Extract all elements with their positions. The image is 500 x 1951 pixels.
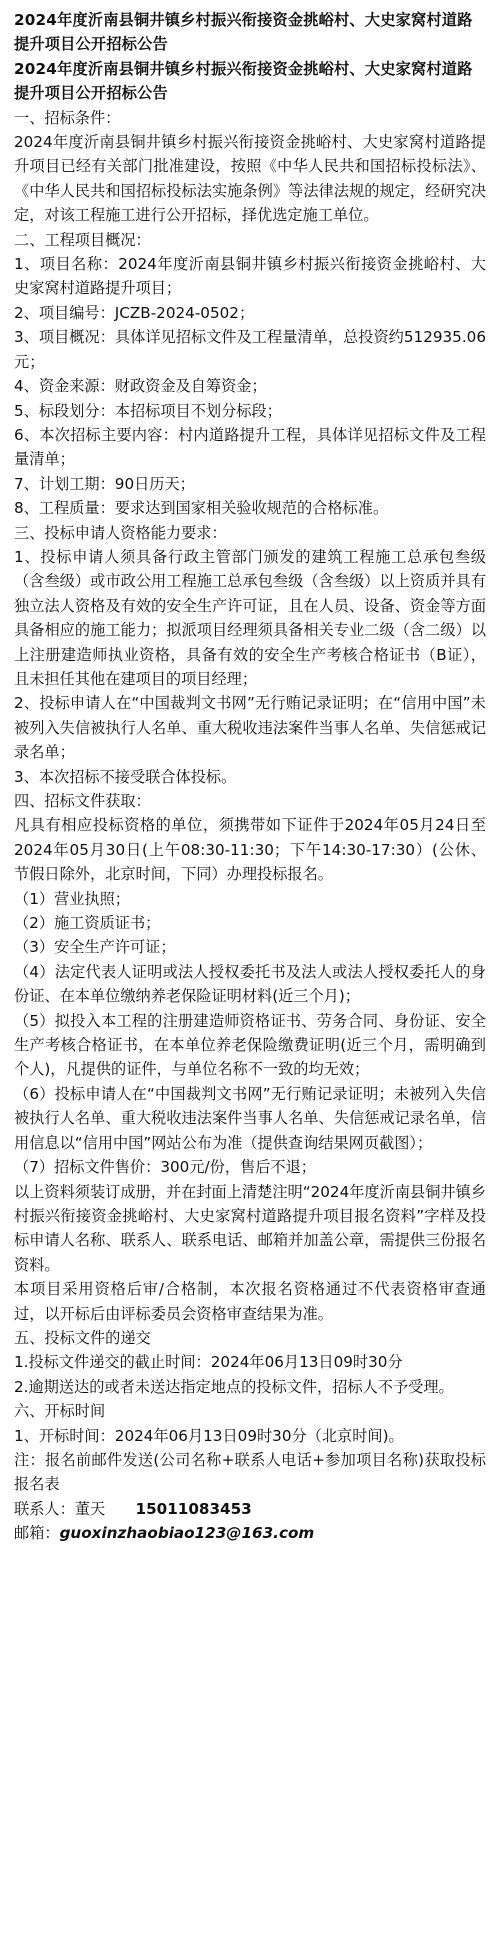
section-heading: 一、招标条件： (14, 108, 121, 127)
email-label: 邮箱： (14, 1524, 60, 1543)
contact-person-label: 联系人： (14, 1499, 75, 1518)
section-heading: 四、招标文件获取： (14, 792, 151, 810)
list-item: 2.逾期送达的或者未送达指定地点的投标文件，招标人不予受理。 (14, 1377, 454, 1396)
list-item: （6）投标申请人在“中国裁判文书网”无行贿记录证明；未被列入失信被执行人名单、重大税收违法案件当事人名单、失信惩戒记录名单，信用信息以“信用中国”网站公布为准（提供查询结果网页截图）； (14, 1084, 486, 1152)
email-line (14, 1521, 486, 1545)
section-body: 以上资料须装订成册，并在封面上清楚注明“2024年度沂南县铜井镇乡村振兴衔接资金挑峪村、大史家窝村道路提升项目报名资料”字样及投标申请人名称、联系人、联系电话、邮箱并加盖公章，需提供三份报名资料。 (14, 1182, 486, 1274)
list-item: （2）施工资质证书； (14, 914, 161, 933)
document-title: 2024年度沂南县铜井镇乡村振兴衔接资金挑峪村、大史家窝村道路提升项目公开招标公告 (14, 11, 473, 54)
list-item: 1、开标时间：2024年06月13日09时30分（北京时间)。 (14, 1426, 404, 1445)
section-body: 凡具有相应投标资格的单位，须携带如下证件于2024年05月24日至2024年05月30日(上午08:30-11:30；下午14:30-17:30）(公休、节假日除外，北京时间，下同）办理投标报名。 (14, 816, 486, 884)
section-heading: 三、投标申请人资格能力要求： (14, 523, 227, 542)
list-item: 2、项目编号：JCZB-2024-0502； (14, 303, 255, 322)
list-item: 1.投标文件递交的截止时间：2024年06月13日09时30分 (14, 1353, 403, 1372)
section-body: 本项目采用资格后审/合格制，本次报名资格通过不代表资格审查通过，以开标后由评标委员会资格审查结果为准。 (14, 1280, 486, 1323)
list-item: 8、工程质量：要求达到国家相关验收规范的合格标准。 (14, 499, 389, 518)
section-body: 2024年度沂南县铜井镇乡村振兴衔接资金挑峪村、大史家窝村道路提升项目已经有关部门批准建设，按照《中华人民共和国招标投标法》、《中华人民共和国招标投标法实施条例》等法律法规的规定，经研究决定，对该工程施工进行公开招标，择优选定施工单位。 (14, 133, 486, 225)
list-item: 2、投标申请人在“中国裁判文书网”无行贿记录证明；在“信用中国”未被列入失信被执行人名单、重大税收违法案件当事人名单、失信惩戒记录名单； (14, 694, 486, 762)
list-item: （5）拟投入本工程的注册建造师资格证书、劳务合同、身份证、安全生产考核合格证书，在本单位养老保险缴费证明(近三个月，需明确到个人)，凡提供的证件，与单位名称不一致的均无效； (14, 1011, 486, 1079)
list-item: 1、投标申请人须具备行政主管部门颁发的建筑工程施工总承包叁级（含叁级）或市政公用工程施工总承包叁级（含叁级）以上资质并具有独立法人资格及有效的安全生产许可证，且在人员、设备、资金等方面具备相应的施工能力；拟派项目经理须具备相关专业二级（含二级）以上注册建造师执业资格，具备有效的安全生产考核合格证书（B证），且未担任其他在建项目的项目经理； (14, 547, 486, 688)
list-item: 5、标段划分：本招标项目不划分标段； (14, 401, 282, 420)
contact-phone[interactable]: 15011083453 (135, 1499, 252, 1518)
section-heading: 五、投标文件的递交 (14, 1328, 151, 1347)
list-item: （4）法定代表人证明或法人授权委托书及法人或法人授权委托人的身份证、在本单位缴纳养老保险证明材料(近三个月)； (14, 962, 486, 1006)
note-text: 注：报名前邮件发送(公司名称+联系人电话+参加项目名称)获取投标报名表 (14, 1450, 486, 1494)
list-item: （7）招标文件售价：300元/份，售后不退； (14, 1158, 316, 1177)
list-item: 1、项目名称：2024年度沂南县铜井镇乡村振兴衔接资金挑峪村、大史家窝村道路提升项目； (14, 255, 486, 298)
list-item: 3、本次招标不接受联合体投标。 (14, 767, 237, 786)
list-item: （3）安全生产许可证； (14, 938, 176, 957)
section-heading: 二、工程项目概况： (14, 230, 151, 249)
document-title-repeat: 2024年度沂南县铜井镇乡村振兴衔接资金挑峪村、大史家窝村道路提升项目公开招标公告 (14, 59, 473, 103)
list-item: 7、计划工期：90日历天； (14, 474, 195, 493)
list-item: 4、资金来源：财政资金及自筹资金； (14, 377, 267, 396)
list-item: （1）营业执照； (14, 889, 130, 908)
email-address[interactable]: guoxinzhaobiao123@163.com (59, 1524, 315, 1543)
contact-person: 董天 (74, 1499, 106, 1518)
section-heading: 六、开标时间 (14, 1402, 106, 1421)
contact-line (14, 1497, 486, 1521)
list-item: 3、项目概况：具体详见招标文件及工程量清单，总投资约512935.06元； (14, 328, 486, 371)
list-item: 6、本次招标主要内容：村内道路提升工程，具体详见招标文件及工程量清单； (14, 425, 486, 469)
